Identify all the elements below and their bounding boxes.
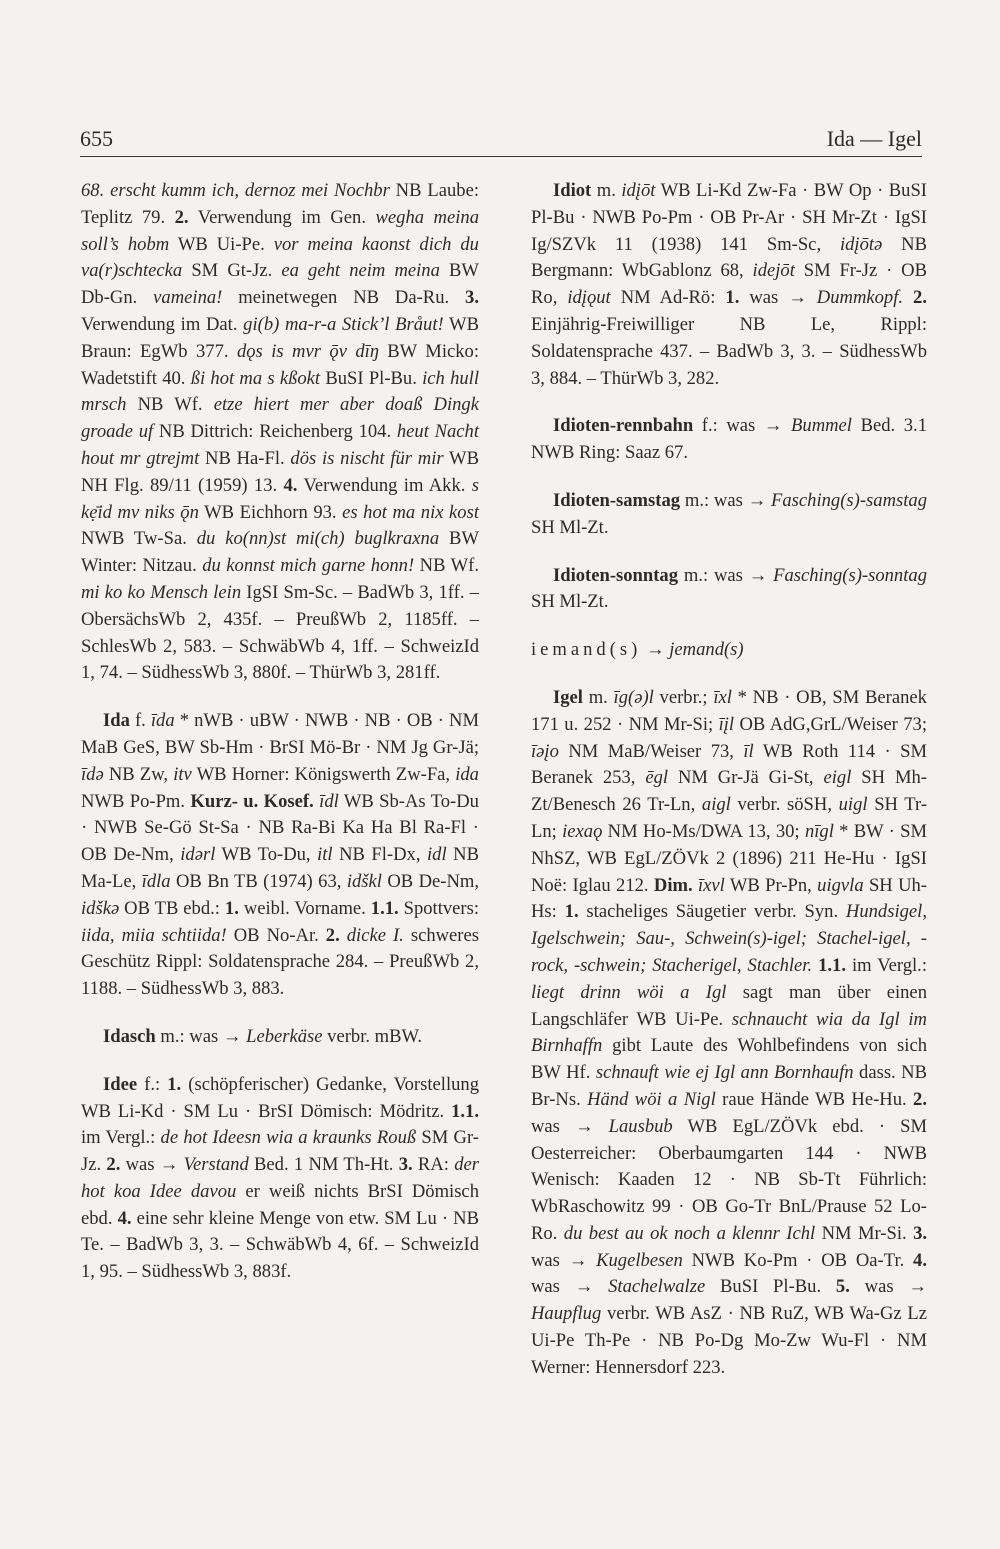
sense-marker: 1.1. [451, 1100, 479, 1122]
entry-text: NB Laube: Teplitz 79. [81, 180, 479, 228]
sense-marker: 2. [913, 287, 927, 309]
entry-text: weibl. Vorname. [238, 897, 371, 919]
entry-text: SM Gt-Jz. [182, 260, 282, 282]
italic-text: ida [455, 763, 479, 785]
entry-text: m.: was → [155, 1025, 247, 1047]
entry-text: SH Ml-Zt. [531, 591, 609, 613]
entry-text: Einjährig-Freiwilliger NB Le, Rippl: Soldatensprache 437. – BadWb 3, 3. – SüdhessWb 3, 884. – ThürWb 3, 282. [531, 313, 927, 389]
italic-text: idškə [81, 897, 120, 919]
entry-text: NB Wf. [414, 555, 480, 577]
entry-text: schweres Geschütz Rippl: Soldatensprache 284. – PreußWb 2, 1188. – SüdhessWb 3, 883. [81, 924, 479, 1000]
italic-text: idl [427, 844, 447, 866]
italic-text: īl [743, 740, 754, 762]
entry-text: NB Fl-Dx, [332, 844, 428, 866]
entry-text: WB Ui-Pe. [169, 233, 274, 255]
entry-text: WB To-Du, [215, 844, 318, 866]
sense-marker: 5. [835, 1276, 850, 1298]
headword: Idioten-samstag [553, 489, 681, 511]
entry-text: NM Gr-Jä Gi-St, [668, 767, 824, 789]
sense-marker: 4. [913, 1249, 927, 1271]
entry-text: SM Fr-Jz · OB Ro, [531, 260, 927, 309]
italic-text: dicke I. [346, 924, 404, 946]
entry-text: BW Db-Gn. [81, 260, 479, 309]
italic-text: Stachelwalze [608, 1276, 706, 1298]
entry-text: * NB · OB, SM Beranek 171 u. 252 · NM Mr-Si; [531, 686, 927, 735]
entry-text: dass. NB Br-Ns. [531, 1062, 928, 1110]
entry-text: Bed. 3.1 NWB Ring: Saaz 67. [531, 415, 927, 464]
entry-text: NM Ho-Ms/DWA 13, 30; [602, 820, 805, 842]
entry-text: WB EgL/ZÖVk ebd. · SM Oesterreicher: Oberbaumgarten 144 · NWB Wenisch: Kaaden 12 · NB Sb-Tt Führlich: WbRaschowitz 99 · OB Go-Tr BnL/Prause 52 Lo-Ro. [531, 1115, 927, 1244]
entry-text: er weiß nichts BrSI Dömisch ebd. [81, 1180, 479, 1229]
italic-text: wegha meina soll’s hobm [81, 206, 479, 255]
entry-text: verbr.; [653, 686, 714, 708]
italic-text: Händ wöi a Nigl [587, 1088, 716, 1110]
entry-text: NM MaB/Weiser 73, [558, 740, 744, 762]
entry-text: SH Tr-Ln; [531, 794, 928, 842]
sense-marker: 1.1. [370, 897, 399, 919]
entry-text: verbr. mBW. [322, 1025, 423, 1047]
italic-text: ēgl [645, 767, 669, 789]
italic-text: Fasching(s)-samstag [771, 489, 927, 511]
italic-text: der hot koa Idee davou [81, 1154, 479, 1202]
entry-text: Verwendung im Akk. [297, 474, 472, 496]
entry-text: SH Mh-Zt/Benesch 26 Tr-Ln, [531, 767, 927, 816]
entry-text: stacheliges Säugetier verbr. Syn. [578, 901, 846, 923]
italic-text: vor meina kaonst dich du va(r)schtecka [81, 233, 479, 282]
entry-text: NWB Tw-Sa. [81, 528, 197, 550]
italic-text: du konnst mich garne honn! [202, 555, 415, 577]
italic-text: Haupflug [531, 1303, 602, 1325]
dictionary-entry [531, 488, 927, 542]
entry-text: NB Zw, [103, 763, 174, 785]
italic-text: nīgl [804, 820, 834, 842]
italic-text: īəįo [531, 740, 559, 762]
entry-text: BW Micko: Wadetstift 40. [81, 340, 480, 389]
dictionary-entry [81, 1024, 479, 1051]
headword: Ida [103, 710, 130, 732]
sense-marker: 2. [174, 206, 189, 228]
entry-text: BuSI Pl-Bu. [705, 1276, 836, 1298]
cross-reference [531, 637, 927, 664]
sense-marker: Dim. [653, 874, 693, 896]
sense-marker: 2. [913, 1088, 927, 1110]
italic-text: dös is nischt für mir [290, 447, 444, 469]
headword: Idiot [553, 180, 592, 201]
italic-text: īdl [319, 790, 339, 812]
entry-text: raue Hände WB He-Hu. [715, 1088, 914, 1110]
sense-marker: 1. [564, 901, 579, 923]
headword: Idasch [103, 1025, 156, 1047]
italic-text: mi ko ko Mensch lein [81, 581, 242, 603]
dictionary-entry [531, 685, 927, 1382]
sense-marker: 1. [167, 1073, 182, 1095]
entry-text: Bed. 1 NM Th-Ht. [248, 1154, 399, 1176]
italic-text: idįǫut [567, 287, 611, 309]
italic-text: īxvl [698, 874, 725, 896]
entry-text: was → [849, 1276, 927, 1298]
entry-text: im Vergl.: [845, 954, 927, 976]
entry-text: WB Roth 114 · SM Beranek 253, [531, 740, 927, 789]
entry-text: WB Sb-As To-Du · NWB Se-Gö St-Sa · NB Ra-Bi Ka Ha Bl Ra-Fl · OB De-Nm, [81, 790, 479, 866]
entry-text: NM Ad-Rö: [610, 287, 726, 309]
entry-text: SM Gr-Jz. [81, 1127, 479, 1176]
entry-text: * BW · SM NhSZ, WB EgL/ZÖVk 2 (1896) 211 He-Hu · IgSI Noë: Iglau 212. [531, 820, 927, 896]
entry-text: → [641, 639, 670, 661]
italic-text: ea geht neim meina [281, 260, 440, 282]
entry-text: Verwendung im Dat. [81, 313, 244, 335]
italic-text: idįōt [621, 180, 656, 201]
entry-text: f. [129, 710, 151, 732]
entry-text: was → [531, 1115, 609, 1137]
entry-text: NB Ma-Le, [81, 844, 479, 892]
entry-text: was → [739, 287, 817, 309]
headword: Idioten-rennbahn [553, 415, 694, 437]
entry-text: NM Mr-Si. [815, 1222, 914, 1244]
headword: Idee [103, 1073, 138, 1095]
italic-text: Fasching(s)-sonntag [773, 564, 927, 586]
italic-text: Leberkäse [246, 1025, 323, 1047]
italic-text: gi(b) ma-r-a Stick’l Bråut! [243, 313, 444, 335]
entry-text: sagt man über einen Langschläfer WB Ui-Pe. [531, 981, 927, 1030]
entry-text: OB TB ebd.: [119, 897, 225, 919]
italic-text: du ko(nn)st mi(ch) buglkraxna [196, 528, 440, 550]
italic-text: īxl [713, 686, 732, 708]
entry-text: f.: [137, 1073, 168, 1095]
italic-text: itl [317, 844, 333, 866]
headword: Idioten-sonntag [553, 564, 679, 586]
entry-text: RA: [412, 1154, 455, 1176]
italic-text: idškl [346, 870, 382, 892]
entry-text: OB No-Ar. [226, 924, 326, 946]
sense-marker: 2. [325, 924, 340, 946]
entry-text: WB Pr-Pn, [724, 874, 818, 896]
entry-text: OB De-Nm, [381, 870, 479, 892]
italic-text: du best au ok noch a klennr Ichl [563, 1222, 816, 1244]
italic-text: jemand(s) [669, 639, 744, 661]
entry-continuation [81, 178, 479, 687]
entry-text: (schöpferischer) Gedanke, Vorstellung WB Li-Kd · SM Lu · BrSI Dömisch: Mödritz. [81, 1073, 479, 1122]
entry-text: WB Horner: Königswerth Zw-Fa, [191, 763, 456, 785]
entry-text: verbr. WB AsZ · NB RuZ, WB Wa-Gz Lz Ui-Pe Th-Pe · NB Po-Dg Mo-Zw Wu-Fl · NM Werner: Hennersdorf 223. [531, 1303, 927, 1378]
entry-text: WB NH Flg. 89/11 (1959) 13. [81, 447, 479, 496]
italic-text: iida, miia schtiida! [81, 924, 227, 946]
italic-text: eigl [823, 767, 852, 789]
italic-text: ßi hot ma s kßokt [190, 367, 321, 389]
headword-spaced: iemand(s) [531, 639, 642, 661]
italic-text: īdla [141, 870, 171, 892]
italic-text: liegt drinn wöi a Igl [531, 981, 727, 1003]
entry-text: SH Uh-Hs: [531, 874, 927, 923]
sense-marker: Kurz- u. Kosef. [190, 790, 314, 812]
italic-text: schnaucht wia da Igl im Birnhaffn [531, 1008, 927, 1057]
dictionary-entry [81, 708, 479, 1003]
italic-text: uigl [838, 794, 868, 816]
entry-text: was → [531, 1249, 597, 1271]
entry-text: WB Braun: EgWb 377. [81, 313, 479, 362]
entry-text: SH Ml-Zt. [531, 516, 609, 538]
italic-text: de hot Ideesn wia a kraunks Rouß [160, 1127, 417, 1149]
italic-text: Hundsigel, Igelschwein; Sau-, Schwein(s)-igel; Stachel-igel, -rock, -schwein; Stacherigel, Stachler. [531, 901, 927, 976]
dictionary-entry [531, 563, 927, 617]
italic-text: īdə [81, 763, 104, 785]
italic-text: Bummel [791, 415, 852, 437]
entry-text: verbr. söSH, [730, 794, 839, 816]
dictionary-entry [81, 1072, 479, 1286]
entry-text: m. [582, 686, 614, 708]
italic-text: vameina! [153, 287, 223, 309]
italic-text: ich hull mrsch [81, 367, 479, 416]
running-head: Ida — Igel [826, 126, 922, 151]
entry-text: gibt Laute des Wohlbefindens von sich BW Hf. [531, 1035, 927, 1084]
entry-text: WB Li-Kd Zw-Fa · BW Op · BuSI Pl-Bu · NWB Po-Pm · OB Pr-Ar · SH Mr-Zt · IgSI Ig/SZVk 11 (1938) 141 Sm-Sc, [531, 180, 927, 255]
italic-text: idərl [180, 844, 216, 866]
italic-text: 68. erscht kumm ich, dernoz mei Nochbr [81, 180, 390, 201]
page-header [80, 122, 922, 157]
italic-text: es hot ma nix kost [342, 501, 480, 523]
dictionary-entry [531, 178, 927, 392]
italic-text: schnauft wie ej Igl ann Bornhaufn [595, 1062, 854, 1084]
sense-marker: 3. [465, 287, 479, 309]
entry-text: NB Ha-Fl. [199, 447, 291, 469]
entry-text: OB Bn TB (1974) 63, [170, 870, 347, 892]
entry-text: * nWB · uBW · NWB · NB · OB · NM MaB GeS, BW Sb-Hm · BrSI Mö-Br · NM Jg Gr-Jä; [81, 710, 479, 758]
italic-text: īda [150, 710, 175, 732]
italic-text: iexaǫ [562, 820, 603, 842]
entry-text: meinetwegen NB Da-Ru. [222, 287, 466, 309]
entry-text: NWB Ko-Pm · OB Oa-Tr. [682, 1249, 914, 1271]
entry-text: m. [591, 180, 622, 201]
sense-marker: 1. [725, 287, 740, 309]
entry-text: BuSI Pl-Bu. [320, 367, 423, 389]
italic-text: Kugelbesen [596, 1249, 683, 1271]
entry-text: eine sehr kleine Menge von etw. SM Lu · NB Te. – BadWb 3, 3. – SchwäbWb 4, 6f. – SchweizId 1, 95. – SüdhessWb 3, 883f. [81, 1207, 479, 1283]
entry-text: NB Dittrich: Reichenberg 104. [153, 421, 397, 443]
entry-text [340, 925, 347, 946]
headword: Igel [553, 686, 583, 708]
italic-text: īg(ə)l [613, 686, 654, 708]
entry-text: m.: was → [678, 564, 774, 586]
italic-text: s kẹ̄id mv niks ǭn [81, 474, 479, 523]
entry-text: NWB Po-Pm. [81, 790, 191, 812]
italic-text: heut Nacht hout mr gtrejmt [81, 421, 480, 469]
italic-text: īįl [718, 713, 735, 735]
entry-text: m.: was → [680, 489, 772, 511]
entry-text: Verwendung im Gen. [188, 206, 376, 228]
entry-text: f.: was → [693, 415, 792, 437]
sense-marker: 2. [106, 1154, 121, 1176]
sense-marker: 1. [224, 897, 239, 919]
sense-marker: 1.1. [818, 954, 846, 976]
entry-text: Spottvers: [398, 897, 480, 919]
entry-text [903, 287, 913, 308]
italic-text: aigl [701, 794, 731, 816]
italic-text: Lausbub [608, 1115, 673, 1137]
sense-marker: 3. [913, 1222, 928, 1244]
entry-text: NB Wf. [126, 394, 214, 416]
sense-marker: 3. [398, 1154, 413, 1176]
italic-text: etze hiert mer aber doaß Dingk groade uf [81, 394, 479, 443]
dictionary-entry [531, 413, 927, 467]
italic-text: Verstand [183, 1154, 249, 1176]
entry-text: was → [531, 1276, 609, 1298]
italic-text: itv [173, 763, 192, 785]
italic-text: uigvla [817, 874, 864, 896]
italic-text: idįōtə [839, 233, 883, 255]
sense-marker: 4. [117, 1207, 132, 1229]
entry-text: was → [120, 1154, 184, 1176]
entry-text: NB Bergmann: WbGablonz 68, [531, 233, 927, 282]
entry-text: BW Winter: Nitzau. [81, 528, 479, 577]
left-column [81, 178, 479, 1307]
page-number: 655 [80, 126, 113, 151]
entry-text: im Vergl.: [81, 1127, 161, 1149]
entry-text: WB Eichhorn 93. [198, 501, 343, 523]
entry-text: IgSI Sm-Sc. – BadWb 3, 1ff. – ObersächsWb 2, 435f. – PreußWb 2, 1185ff. – SchlesWb 2, 583. – SchwäbWb 4, 1ff. – SchweizId 1, 74. – SüdhessWb 3, 880f. – ThürWb 3, 281ff. [81, 581, 479, 684]
entry-text: OB AdG,GrL/Weiser 73; [734, 713, 927, 735]
italic-text: Dummkopf. [816, 287, 904, 309]
italic-text: idejōt [752, 260, 795, 282]
italic-text: dǫs is mvr ǭv dīŋ [236, 340, 379, 362]
sense-marker: 4. [283, 474, 298, 496]
right-column [531, 178, 927, 1403]
